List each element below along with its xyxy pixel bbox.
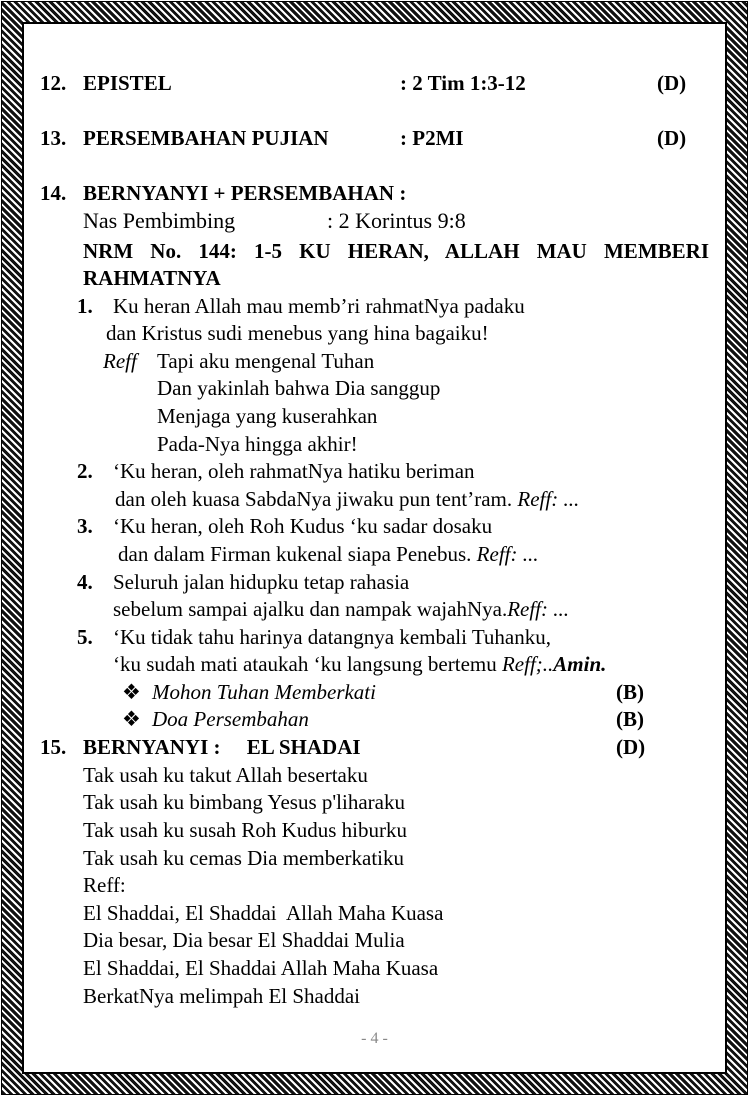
verse-5-line-1: ‘Ku tidak tahu harinya datangnya kembali Tuhanku,	[113, 625, 551, 649]
verse-2-number: 2.	[77, 459, 93, 483]
el-shadai-line-3: Tak usah ku susah Roh Kudus hiburku	[83, 818, 408, 842]
verse-1-line-1: Ku heran Allah mau memb’ri rahmatNya padaku	[113, 294, 525, 318]
el-shadai-reff-line-4: BerkatNya melimpah El Shaddai	[83, 984, 361, 1008]
item-13-code: (D)	[657, 126, 687, 150]
verse-4-line-1: Seluruh jalan hidupku tetap rahasia	[113, 570, 410, 594]
item-14-number: 14.	[40, 181, 67, 205]
verse-1-line-2: dan Kristus sudi menebus yang hina bagaiku!	[106, 321, 489, 345]
verse-4-reff: Reff: ...	[507, 597, 570, 621]
verse-2-line-2-text: dan oleh kuasa SabdaNya jiwaku pun tent’ram.	[115, 487, 513, 511]
item-12-title: EPISTEL	[83, 71, 172, 95]
item-13-ref: : P2MI	[400, 126, 464, 150]
reff-label: Reff	[103, 349, 137, 373]
reff-line-2: Dan yakinlah bahwa Dia sanggup	[157, 376, 441, 400]
nas-label: Nas Pembimbing	[83, 208, 236, 233]
song-title-line-2: RAHMATNYA	[83, 266, 221, 290]
bullet-item-2-text: Doa Persembahan	[152, 707, 309, 731]
verse-2-line-1: ‘Ku heran, oleh rahmatNya hatiku beriman	[113, 459, 475, 483]
el-shadai-line-2: Tak usah ku bimbang Yesus p'liharaku	[83, 790, 405, 814]
verse-2-reff: Reff: ...	[517, 487, 580, 511]
reff-line-1: Tapi aku mengenal Tuhan	[157, 349, 375, 373]
item-12-number: 12.	[40, 71, 67, 95]
verse-2-line-2	[115, 486, 579, 512]
bullet-item-2	[122, 706, 309, 732]
item-12-code: (D)	[657, 71, 687, 95]
el-shadai-line-1: Tak usah ku takut Allah besertaku	[83, 763, 368, 787]
verse-4-number: 4.	[77, 570, 93, 594]
bullet-item-1-text: Mohon Tuhan Memberkati	[152, 680, 376, 704]
el-shadai-line-4: Tak usah ku cemas Dia memberkatiku	[83, 846, 405, 870]
bullet-item-1-code: (B)	[616, 680, 644, 704]
verse-3-line-2	[118, 541, 538, 567]
diamond-four-petal-icon: ❖	[122, 707, 141, 731]
reff-line-3: Menjaga yang kuserahkan	[157, 404, 378, 428]
bullet-item-1	[122, 679, 376, 705]
verse-4-line-2	[113, 596, 569, 622]
item-13-number: 13.	[40, 126, 67, 150]
item-15-title: BERNYANYI : EL SHADAI	[83, 735, 361, 759]
item-13-title: PERSEMBAHAN PUJIAN	[83, 126, 329, 150]
el-shadai-reff-line-2: Dia besar, Dia besar El Shaddai Mulia	[83, 928, 405, 952]
verse-5-number: 5.	[77, 625, 93, 649]
verse-5-reff: Reff;..	[501, 652, 554, 676]
item-15-code: (D)	[616, 735, 646, 759]
verse-3-number: 3.	[77, 514, 93, 538]
item-15-number: 15.	[40, 735, 67, 759]
item-14-title: BERNYANYI + PERSEMBAHAN :	[83, 181, 407, 205]
verse-3-reff: Reff: ...	[476, 542, 539, 566]
el-shadai-reff-line-1: El Shaddai, El Shaddai Allah Maha Kuasa	[83, 901, 444, 925]
nas-ref: : 2 Korintus 9:8	[327, 208, 466, 233]
verse-4-line-2-text: sebelum sampai ajalku dan nampak wajahNya.	[113, 597, 508, 621]
verse-3-line-1: ‘Ku heran, oleh Roh Kudus ‘ku sadar dosaku	[113, 514, 493, 538]
bullet-item-2-code: (B)	[616, 707, 644, 731]
verse-5-line-2	[113, 651, 606, 677]
item-12-ref: : 2 Tim 1:3-12	[400, 71, 526, 95]
el-shadai-reff-label: Reff:	[83, 873, 126, 897]
el-shadai-reff-line-3: El Shaddai, El Shaddai Allah Maha Kuasa	[83, 956, 439, 980]
diamond-four-petal-icon: ❖	[122, 680, 141, 704]
verse-5-line-2-text: ‘ku sudah mati ataukah ‘ku langsung bertemu	[113, 652, 497, 676]
verse-1-number: 1.	[77, 294, 93, 318]
verse-5-amin: Amin.	[553, 652, 607, 676]
reff-line-4: Pada-Nya hingga akhir!	[157, 432, 358, 456]
page-number: - 4 -	[361, 1030, 388, 1047]
song-title-line-1: NRM No. 144: 1-5 KU HERAN, ALLAH MAU MEMBERI	[83, 239, 709, 263]
verse-3-line-2-text: dan dalam Firman kukenal siapa Penebus.	[118, 542, 472, 566]
